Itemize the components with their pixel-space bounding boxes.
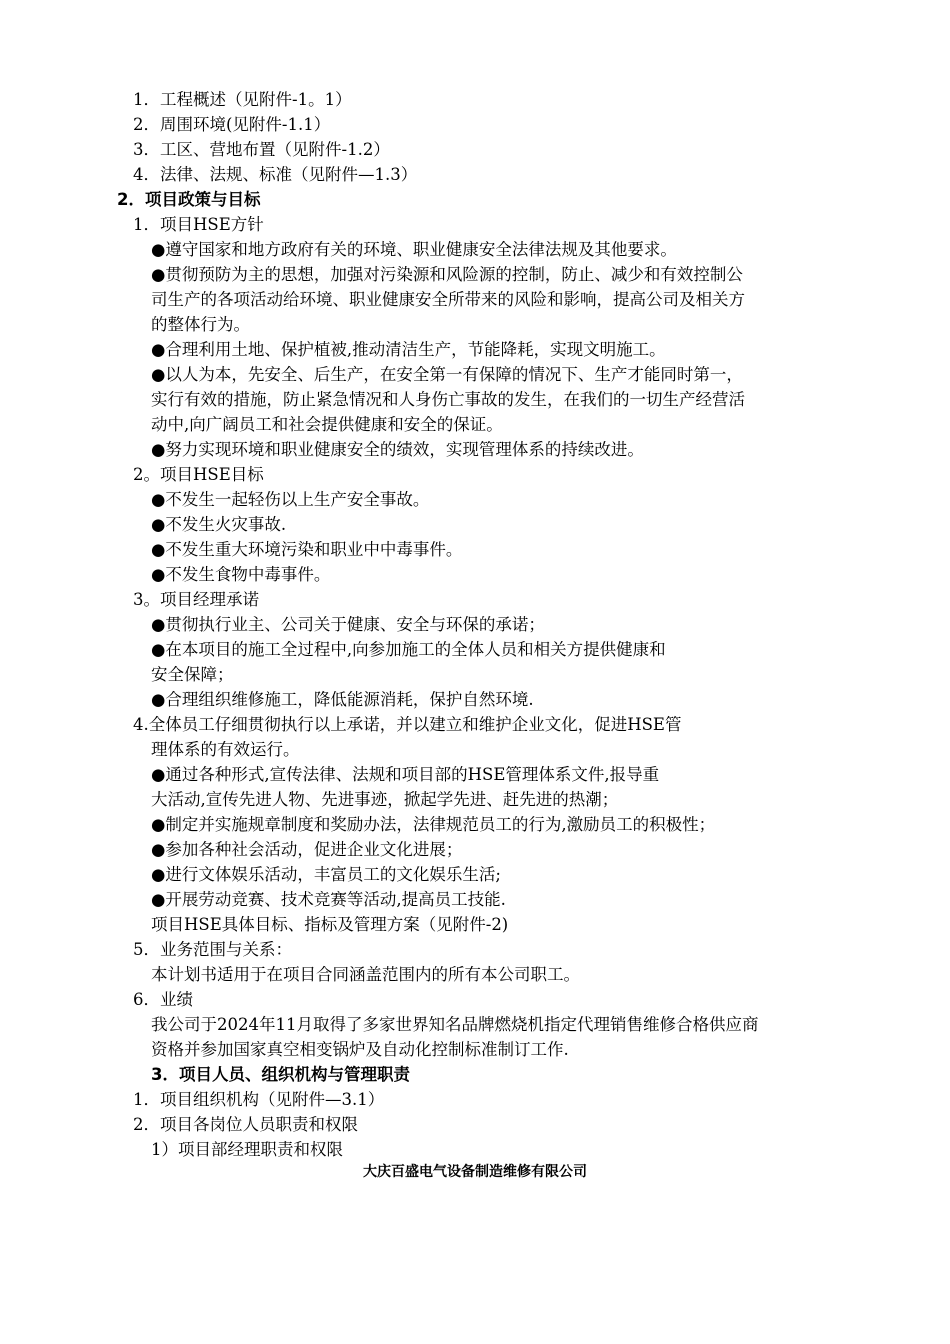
section-3-line: 1．项目组织机构（见附件—3.1） <box>133 1090 385 1109</box>
hse-goal-item: ●不发生火灾事故. <box>151 515 287 534</box>
culture-line: 大活动,宣传先进人物、先进事迹，掀起学先进、赶先进的热潮； <box>151 790 619 809</box>
culture-line: ●通过各种形式,宣传法律、法规和项目部的HSE管理体系文件,报导重 <box>151 765 660 784</box>
commitment-line: ●合理组织维修施工，降低能源消耗，保护自然环境. <box>151 690 534 709</box>
list-item-4: 4．法律、法规、标准（见附件—1.3） <box>133 165 418 184</box>
culture-line: ●参加各种社会活动，促进企业文化进展； <box>151 840 463 859</box>
scope-text: 本计划书适用于在项目合同涵盖范围内的所有本公司职工。 <box>151 965 580 984</box>
performance-line: 我公司于2024年11月取得了多家世界知名品牌燃烧机指定代理销售维修合格供应商 <box>151 1015 759 1034</box>
performance-line: 资格并参加国家真空相变锅炉及自动化控制标准制订工作. <box>151 1040 569 1059</box>
hse-policy-line: ●贯彻预防为主的思想，加强对污染源和风险源的控制，防止、减少和有效控制公 <box>151 265 743 284</box>
hse-policy-title: 1．项目HSE方针 <box>133 215 264 234</box>
hse-goal-title: 2。项目HSE目标 <box>133 465 264 484</box>
manager-commitment-title: 3。项目经理承诺 <box>133 590 259 609</box>
hse-goal-item: ●不发生重大环境污染和职业中中毒事件。 <box>151 540 463 559</box>
culture-title: 4.全体员工仔细贯彻执行以上承诺，并以建立和维护企业文化，促进HSE管 <box>133 715 682 734</box>
hse-policy-line: ●努力实现环境和职业健康安全的绩效，实现管理体系的持续改进。 <box>151 440 644 459</box>
list-item-2: 2．周围环境(见附件-1.1） <box>133 115 331 134</box>
commitment-line: ●贯彻执行业主、公司关于健康、安全与环保的承诺； <box>151 615 545 634</box>
culture-line: ●进行文体娱乐活动，丰富员工的文化娱乐生活; <box>151 865 501 884</box>
hse-policy-line: 的整体行为。 <box>151 315 250 334</box>
hse-policy-line: 司生产的各项活动给环境、职业健康安全所带来的风险和影响，提高公司及相关方 <box>151 290 745 309</box>
hse-policy-line: 动中,向广阔员工和社会提供健康和安全的保证。 <box>151 415 503 434</box>
hse-policy-line: ●以人为本，先安全、后生产，在安全第一有保障的情况下、生产才能同时第一， <box>151 365 743 384</box>
hse-policy-line: ●遵守国家和地方政府有关的环境、职业健康安全法律法规及其他要求。 <box>151 240 677 259</box>
list-item-3: 3．工区、营地布置（见附件-1.2） <box>133 140 390 159</box>
section-3-heading: 3．项目人员、组织机构与管理职责 <box>151 1065 410 1084</box>
hse-policy-line: 实行有效的措施，防止紧急情况和人身伤亡事故的发生，在我们的一切生产经营活 <box>151 390 745 409</box>
section-3-line: 1）项目部经理职责和权限 <box>151 1140 343 1159</box>
culture-line: ●制定并实施规章制度和奖励办法，法律规范员工的行为,激励员工的积极性； <box>151 815 716 834</box>
page-footer-company: 大庆百盛电气设备制造维修有限公司 <box>363 1164 587 1180</box>
culture-line: 理体系的有效运行。 <box>151 740 300 759</box>
section-2-heading: 2．项目政策与目标 <box>117 190 261 209</box>
commitment-line: 安全保障； <box>151 665 234 684</box>
hse-goal-item: ●不发生食物中毒事件。 <box>151 565 331 584</box>
section-3-line: 2．项目各岗位人员职责和权限 <box>133 1115 358 1134</box>
scope-title: 5．业务范围与关系： <box>133 940 292 959</box>
hse-goal-item: ●不发生一起轻伤以上生产安全事故。 <box>151 490 430 509</box>
commitment-line: ●在本项目的施工全过程中,向参加施工的全体人员和相关方提供健康和 <box>151 640 666 659</box>
culture-line: ●开展劳动竞赛、技术竞赛等活动,提高员工技能. <box>151 890 506 909</box>
list-item-1: 1．工程概述（见附件-1。1） <box>133 90 352 109</box>
culture-line: 项目HSE具体目标、指标及管理方案（见附件-2) <box>151 915 509 934</box>
performance-title: 6．业绩 <box>133 990 193 1009</box>
hse-policy-line: ●合理利用土地、保护植被,推动清洁生产，节能降耗，实现文明施工。 <box>151 340 666 359</box>
